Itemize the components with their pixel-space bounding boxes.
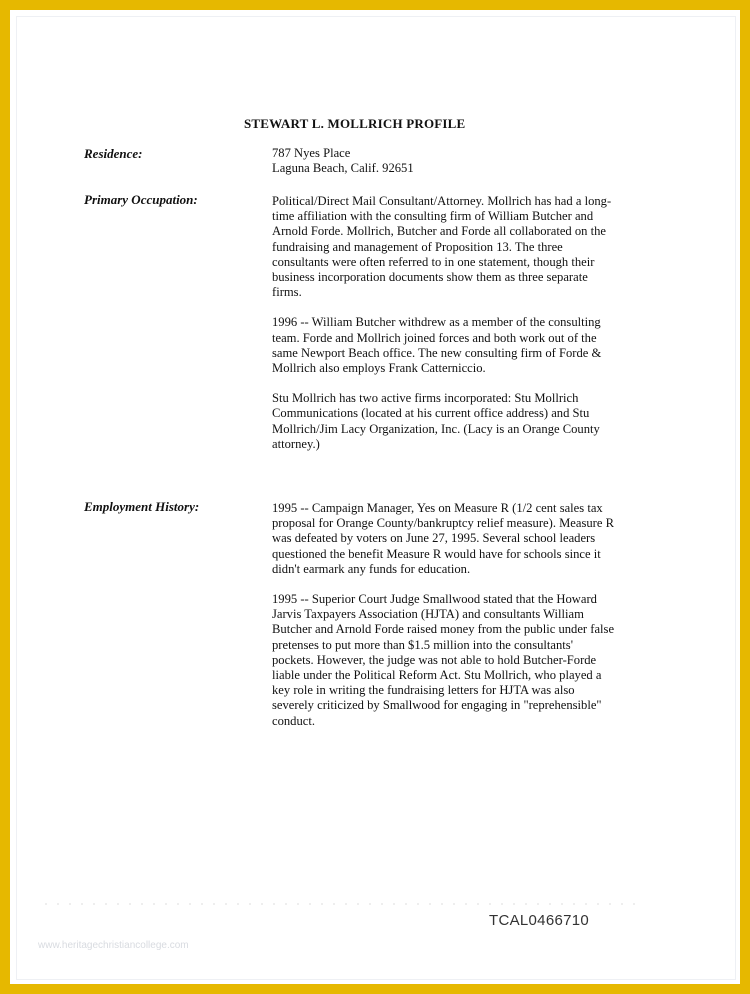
address-line-2: Laguna Beach, Calif. 92651 xyxy=(272,161,414,176)
employment-history-content xyxy=(272,501,617,729)
employment-paragraph: 1995 -- Superior Court Judge Smallwood stated that the Howard Jarvis Taxpayers Association (HJTA) and consultants William Butcher and Arnold Forde raised money from the public under false pretenses to put more than $1.5 million into the consultants' pockets. However, the judge was not able to hold Butcher-Forde liable under the Political Reform Act. Stu Mollrich, who played a key role in writing the fundraising letters for HJTA was also severely criticized by Smallwood for engaging in "reprehensible" conduct. xyxy=(272,592,615,728)
document-title: STEWART L. MOLLRICH PROFILE xyxy=(244,116,466,131)
employment-history-label: Employment History: xyxy=(84,499,200,514)
address-line-1: 787 Nyes Place xyxy=(272,146,351,160)
watermark: www.heritagechristiancollege.com xyxy=(38,940,189,951)
primary-occupation-content xyxy=(272,194,617,452)
occupation-paragraph: 1996 -- William Butcher withdrew as a member of the consulting team. Forde and Mollrich joined forces and both work out of the same Newport Beach office. The new consulting firm of Forde & Mollrich also employs Frank Catterniccio. xyxy=(272,315,602,376)
employment-paragraph: 1995 -- Campaign Manager, Yes on Measure R (1/2 cent sales tax proposal for Orange County/bankruptcy relief measure). Measure R was defeated by voters on June 27, 1995. Several school leaders questioned the benefit Measure R would have for schools since it didn't earmark any funds for education. xyxy=(272,501,615,576)
occupation-paragraph: Stu Mollrich has two active firms incorporated: Stu Mollrich Communications (located at his current office address) and Stu Mollrich/Jim Lacy Organization, Inc. (Lacy is an Orange County attorney.) xyxy=(272,391,600,451)
residence-label: Residence: xyxy=(84,146,143,161)
primary-occupation-label: Primary Occupation: xyxy=(84,192,198,207)
residence-address xyxy=(272,146,617,176)
scan-artifacts xyxy=(40,903,640,905)
document-id: TCAL0466710 xyxy=(489,912,590,929)
occupation-paragraph: Political/Direct Mail Consultant/Attorney. Mollrich has had a long-time affiliation with the consulting firm of William Butcher and Arnold Forde. Mollrich, Butcher and Forde all collaborated on the fundraising and management of Proposition 13. The three consultants were often referred to in one statement, though their business incorporation documents show them as three separate firms. xyxy=(272,194,612,300)
